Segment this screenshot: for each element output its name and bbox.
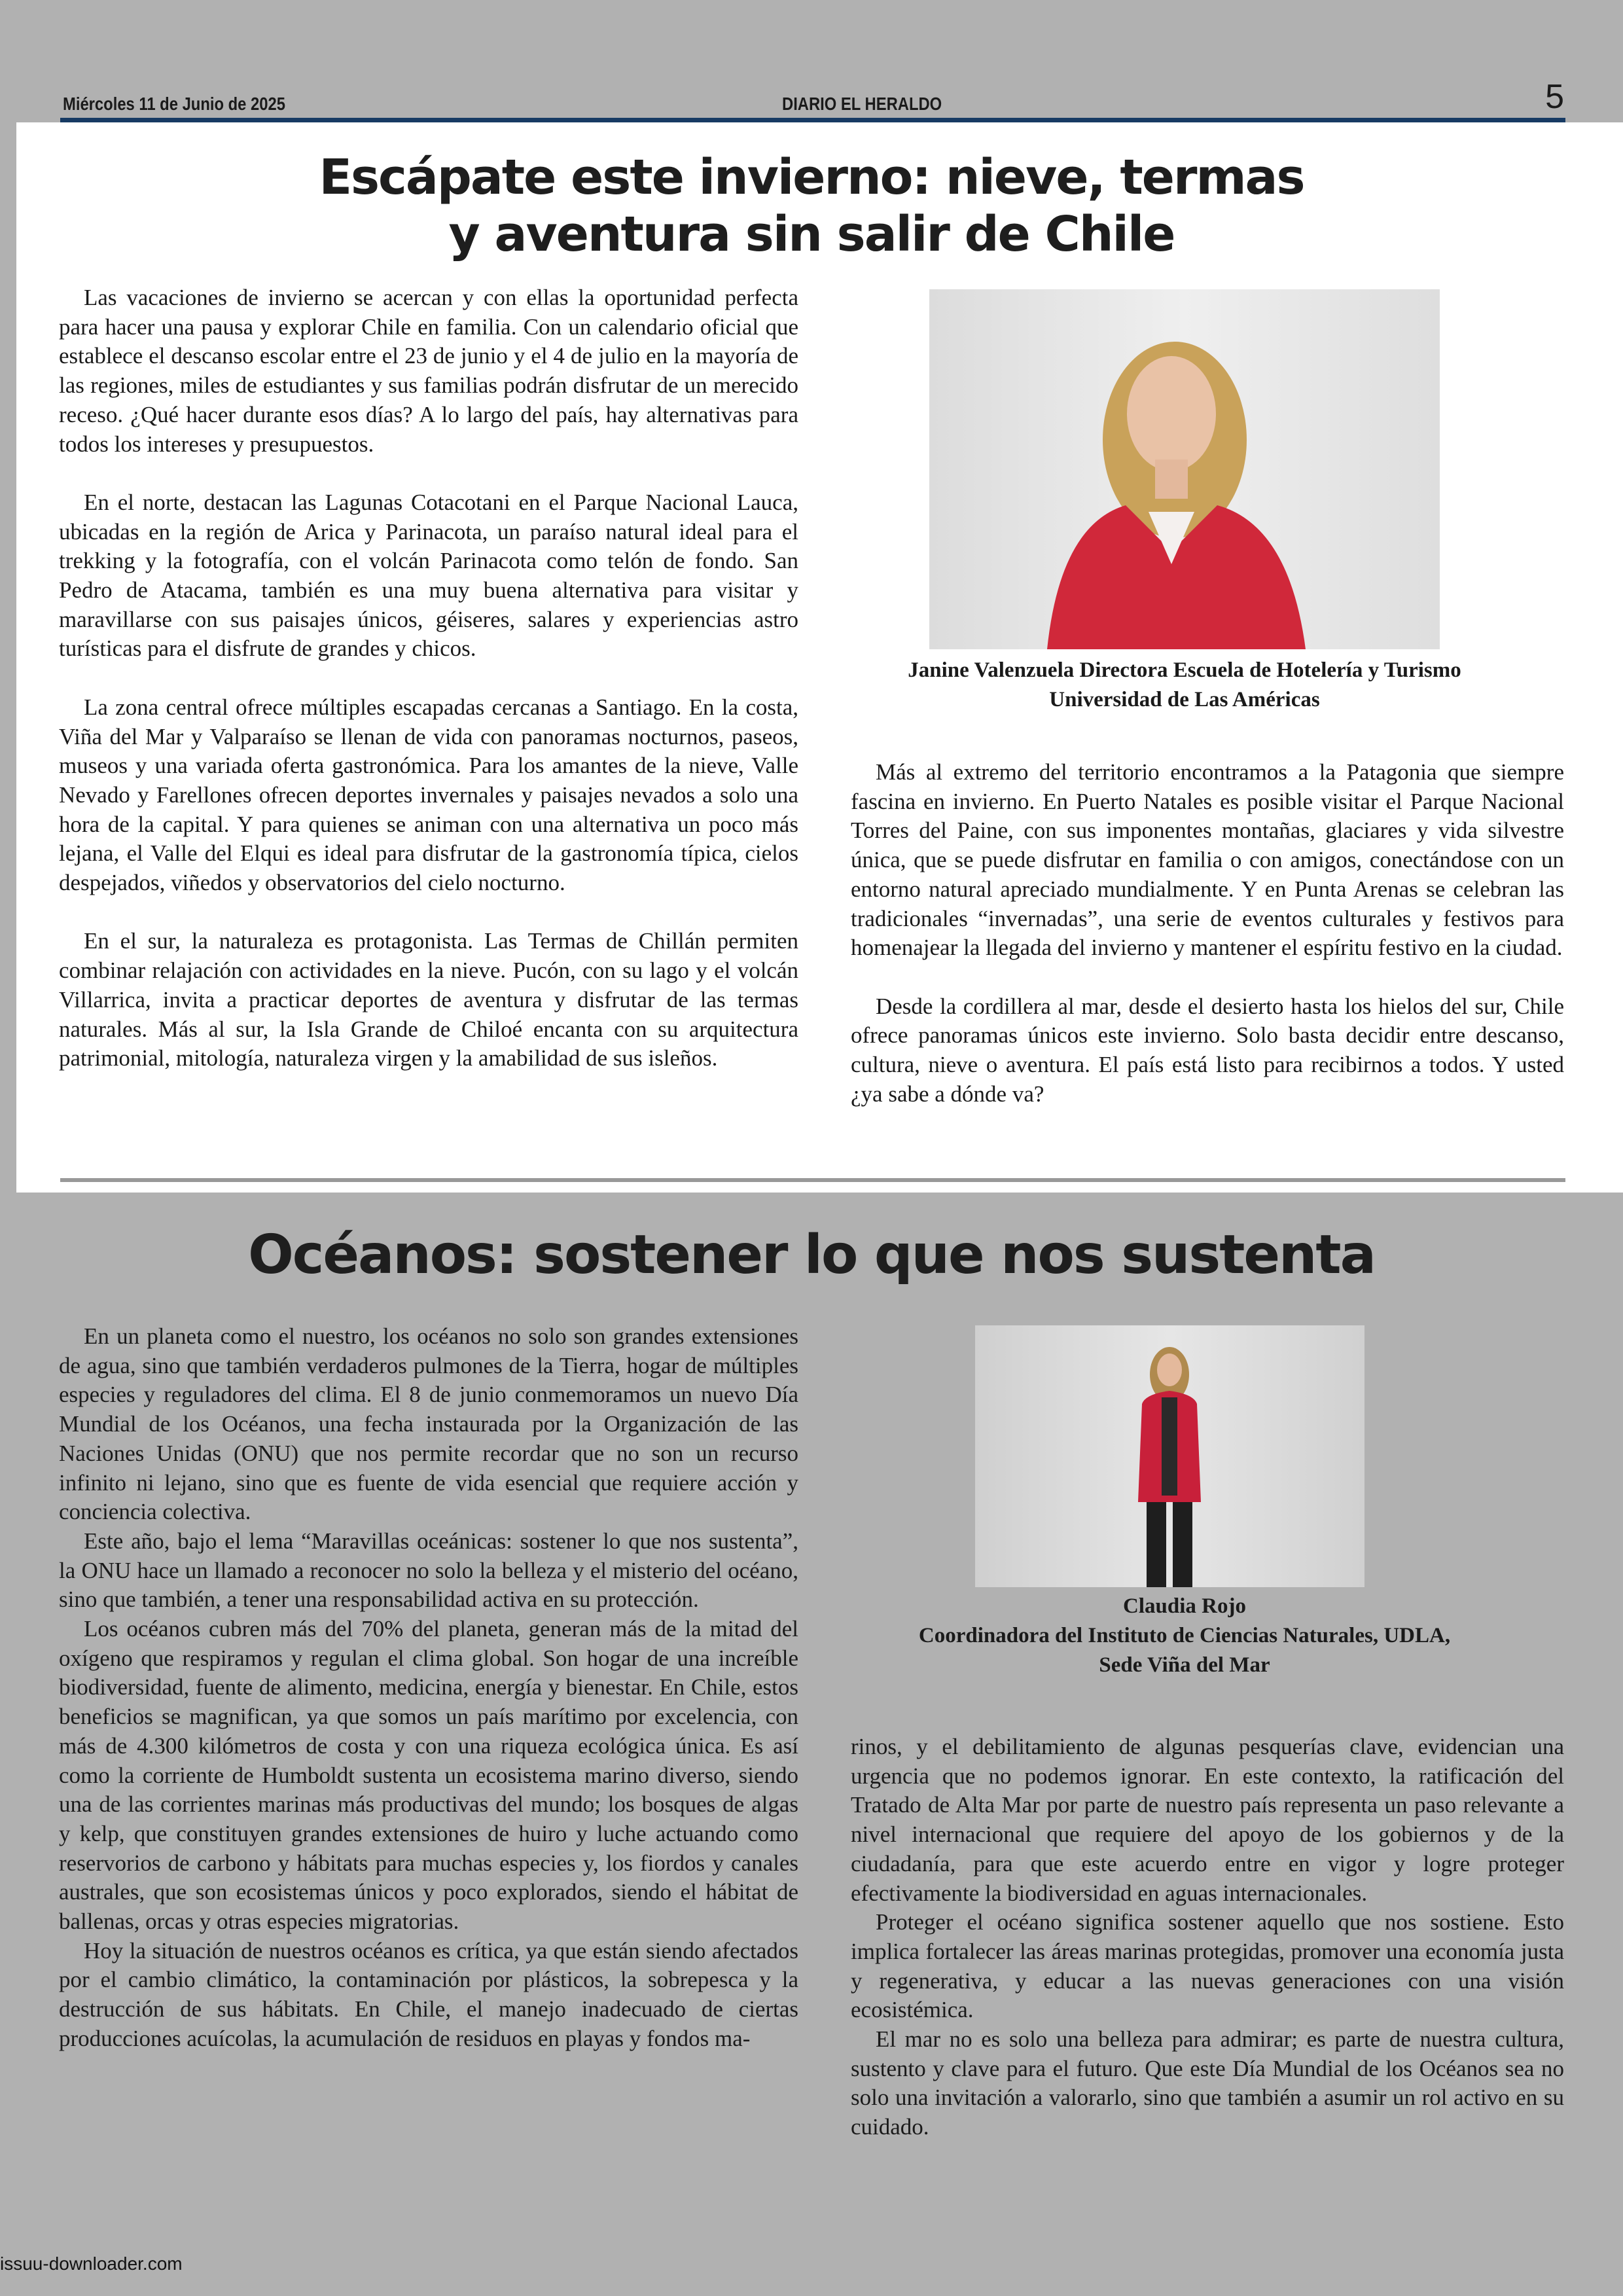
article2-title: Océanos: sostener lo que nos sustenta [248,1224,1375,1286]
portrait-illustration [929,289,1440,649]
portrait-illustration [975,1325,1364,1587]
article2-right-column [851,1732,1564,2142]
article1-title [0,149,1623,263]
paragraph: El mar no es solo una belleza para admirar; es parte de nuestra cultura, sustento y clave para el futuro. Que este Día Mundial de los Océanos sea no solo una invitación a valorarlo, sino que también a asumir un rol activo en su cuidado. [851,2026,1564,2140]
caption-role: Coordinadora del Instituto de Ciencias Naturales, UDLA, [918,1624,1451,1647]
paragraph: Proteger el océano significa sostener aquello que nos sostiene. Esto implica fortalecer las áreas marinas protegidas, promover una economía justa y regenerativa, y educar a las nuevas generaciones con una visión ecosistémica. [851,1909,1564,2023]
title-line: y aventura sin salir de Chile [448,206,1175,262]
paragraph: Más al extremo del territorio encontramos a la Patagonia que siempre fascina en invierno. En Puerto Natales es posible visitar el Parque Nacional Torres del Paine, con sus imponentes montañas, glaciares y vida silvestre única, que se puede disfrutar en familia o con amigos, conectándose con un entorno natural apreciado mundialmente. Y en Punta Arenas se celebran las tradicionales “invernadas”, una serie de eventos culturales y festivos para homenajear la llegada del invierno y mantener el espíritu festivo en la ciudad. [851,759,1564,961]
paragraph: Este año, bajo el lema “Maravillas oceánicas: sostener lo que nos sustenta”, la ONU hace un llamado a reconocer no solo la belleza y el misterio del océano, sino que también, a tener una responsabilidad activa en su protección. [59,1528,798,1613]
section-divider [60,1178,1565,1182]
paragraph: Las vacaciones de invierno se acercan y con ellas la oportunidad perfecta para hacer una pausa y explorar Chile en familia. Con un calendario oficial que establece el descanso escolar entre el 23 de junio y el 4 de julio en la mayoría de las regiones, miles de estudiantes y sus familias podrán disfrutar de un merecido receso. ¿Qué hacer durante esos días? A lo largo del país, hay alternativas para todos los intereses y presupuestos. [59,285,798,457]
article1-left-column [59,283,798,1103]
caption-site: Sede Viña del Mar [1099,1653,1270,1677]
watermark: issuu-downloader.com [0,2253,183,2274]
portrait-photo-claudia-rojo [975,1325,1364,1587]
caption-line: Universidad de Las Américas [1049,688,1320,711]
article2-left-column [59,1322,798,2054]
paragraph: En el norte, destacan las Lagunas Cotacotani en el Parque Nacional Lauca, ubicadas en la región de Arica y Parinacota, un paraíso natural ideal para el trekking y la fotografía, con el volcán Parinacota como telón de fondo. San Pedro de Atacama, también es una muy buena alternativa para visitar y maravillarse con sus paisajes únicos, géiseres, salares y experiencias astro turísticas para el disfrute de grandes y chicos. [59,489,798,662]
paragraph: En un planeta como el nuestro, los océanos no solo son grandes extensiones de agua, sino que también verdaderos pulmones de la Tierra, hogar de múltiples especies y reguladores del clima. El 8 de junio conmemoramos un nuevo Día Mundial de los Océanos, una fecha instaurada por la Organización de las Naciones Unidas (ONU) que nos permite recordar que no son un recurso infinito ni lejano, sino que es fuente de vida esencial que requiere acción y conciencia colectiva. [59,1323,798,1525]
issue-date: Miércoles 11 de Junio de 2025 [63,94,285,114]
paragraph: La zona central ofrece múltiples escapadas cercanas a Santiago. En la costa, Viña del Mar y Valparaíso se llenan de vida con panoramas nocturnos, paseos, museos y una variada oferta gastronómica. Para los amantes de la nieve, Valle Nevado y Farellones ofrecen deportes invernales y paisajes nevados a solo una hora de la capital. Y para quienes se animan con una alternativa un poco más lejana, el Valle del Elqui es ideal para disfrutar de la gastronomía típica, cielos despejados, viñedos y observatorios del cielo nocturno. [59,694,798,896]
page-number: 5 [1545,78,1564,116]
photo-caption [851,1592,1518,1680]
paragraph: Los océanos cubren más del 70% del planeta, generan más de la mitad del oxígeno que respiramos y regulan el clima global. Son hogar de una increíble biodiversidad, fuente de alimento, medicina, energía y bienestar. En Chile, estos beneficios se magnifican, ya que somos un país marítimo por excelencia, con más de 4.300 kilómetros de costa y con una riqueza ecológica única. Es así como la corriente de Humboldt sustenta un ecosistema marino diverso, siendo una de las corrientes marinas más productivas del mundo; los bosques de algas y kelp, que constituyen grandes extensiones de huiro y luche actuando como reservorios de carbono y hábitats para muchas especies y, los fiordos y canales australes, que son ecosistemas únicos y poco explorados, siendo el hábitat de ballenas, orcas y otras especies migratorias. [59,1616,798,1935]
paragraph: rinos, y el debilitamiento de algunas pesquerías clave, evidencian una urgencia que no podemos ignorar. En este contexto, la ratificación del Tratado de Alta Mar por parte de nuestro país representa un paso relevante a nivel internacional que requiere del apoyo de los gobiernos y de la ciudadanía, para que este acuerdo entre en vigor y logre proteger efectivamente la biodiversidad en aguas internacionales. [851,1734,1564,1906]
title-line: Escápate este invierno: nieve, termas [319,149,1304,206]
photo-caption [851,656,1518,715]
paragraph: En el sur, la naturaleza es protagonista. Las Termas de Chillán permiten combinar relajación con actividades en la nieve. Pucón, con su lago y el volcán Villarrica, invita a practicar deportes de aventura y disfrutar de las termas naturales. Más al sur, la Isla Grande de Chiloé encanta con su arquitectura patrimonial, mitología, naturaleza virgen y la amabilidad de sus isleños. [59,928,798,1071]
caption-line: Janine Valenzuela Directora Escuela de Hotelería y Turismo [908,658,1461,682]
article1-right-column [851,758,1564,1138]
newspaper-name: DIARIO EL HERALDO [782,94,942,114]
paragraph: Hoy la situación de nuestros océanos es crítica, ya que están siendo afectados por el cambio climático, la contaminación por plásticos, la sobrepesca y la destrucción de sus hábitats. En Chile, el manejo inadecuado de ciertas producciones acuícolas, la acumulación de residuos en playas y fondos ma- [59,1937,798,2051]
header-rule [60,118,1565,122]
caption-name: Claudia Rojo [1123,1594,1246,1618]
portrait-photo-janine-valenzuela [929,289,1440,649]
paragraph: Desde la cordillera al mar, desde el desierto hasta los hielos del sur, Chile ofrece panoramas únicos este invierno. Solo basta decidir entre descanso, cultura, nieve o aventura. El país está listo para recibirnos a todos. Y usted ¿ya sabe a dónde va? [851,993,1564,1107]
